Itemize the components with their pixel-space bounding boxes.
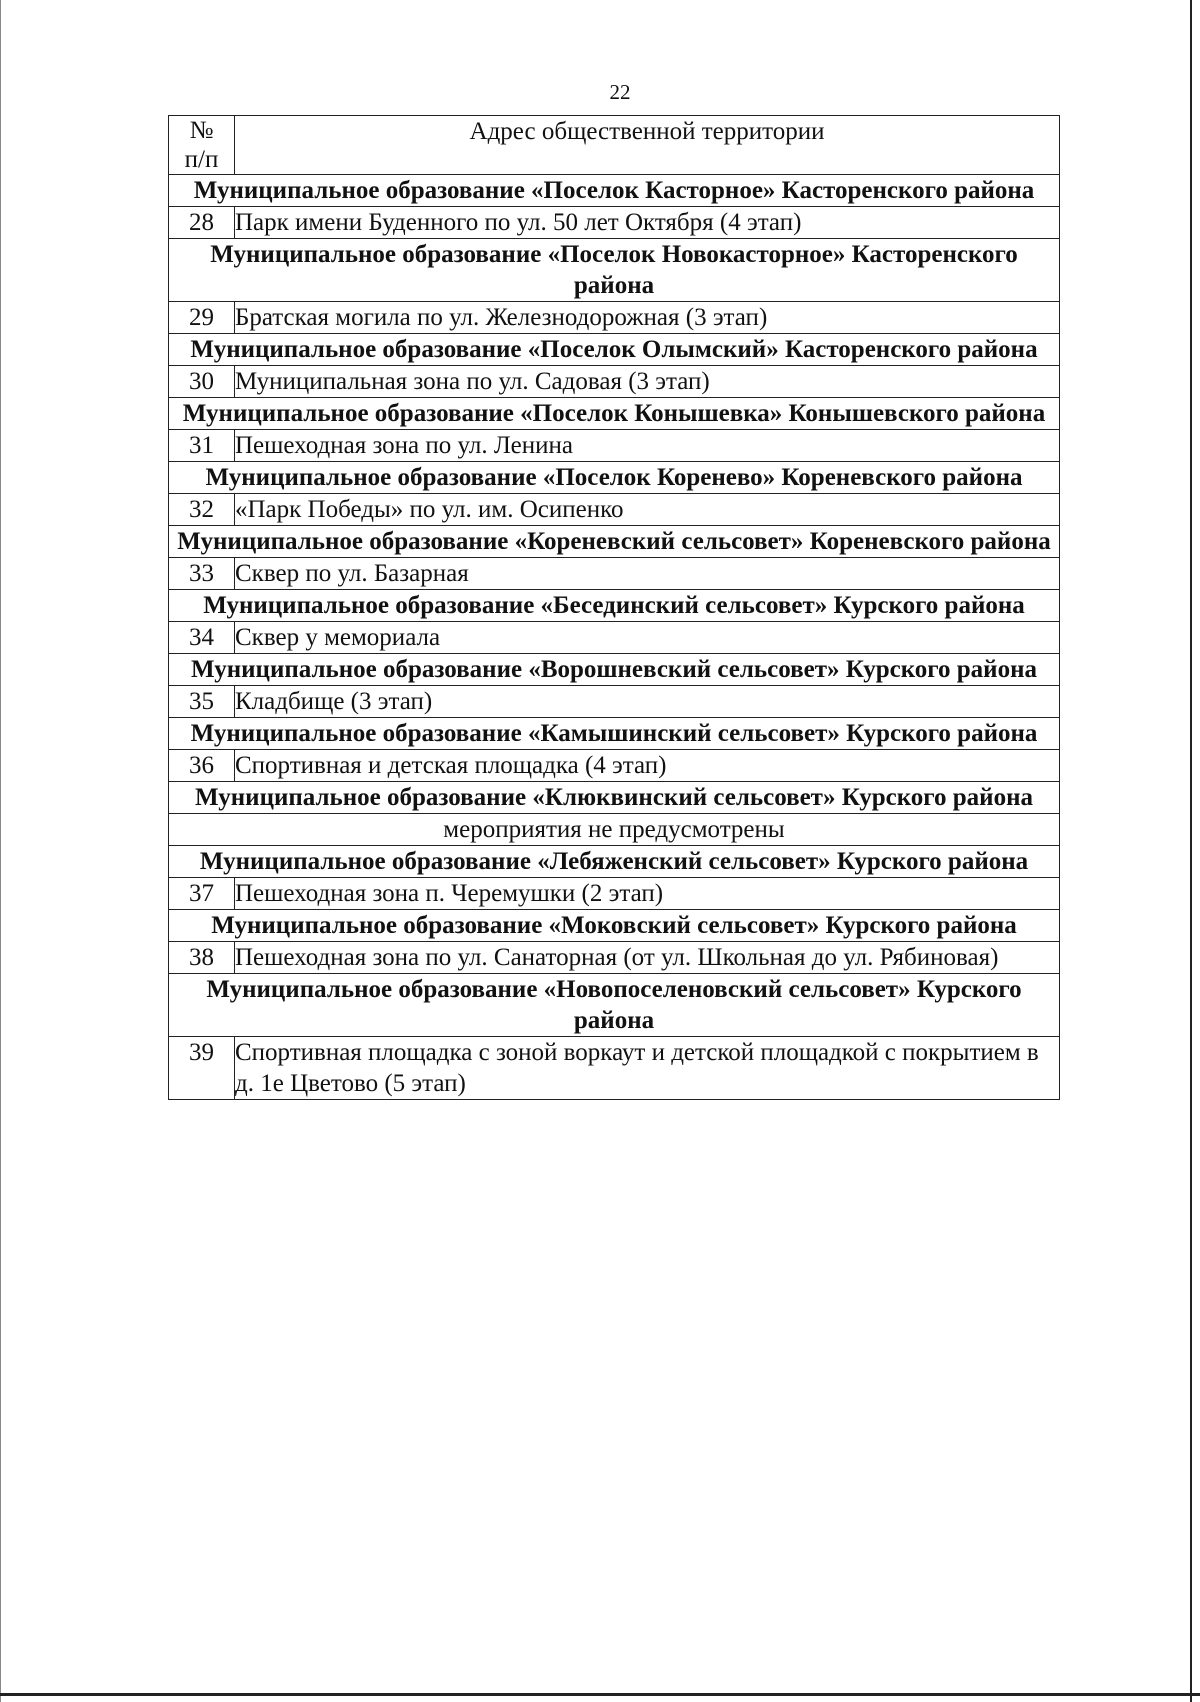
table-row	[169, 878, 1060, 910]
header-number-label: п/п	[184, 146, 219, 173]
row-number: 30	[169, 366, 235, 398]
table-row	[169, 1037, 1060, 1100]
page-number: 22	[609, 80, 631, 104]
municipality-heading: Муниципальное образование «Поселок Олымский» Касторенского района	[169, 334, 1060, 366]
municipality-row	[169, 239, 1060, 302]
table-row	[169, 494, 1060, 526]
table-body	[169, 175, 1060, 1100]
table-row	[169, 366, 1060, 398]
row-number: 28	[169, 207, 235, 239]
municipality-heading: Муниципальное образование «Моковский сельсовет» Курского района	[169, 910, 1060, 942]
row-address: Сквер у мемориала	[235, 622, 1060, 654]
row-number: 39	[169, 1037, 235, 1100]
row-number: 35	[169, 686, 235, 718]
municipality-heading: Муниципальное образование «Лебяженский сельсовет» Курского района	[169, 846, 1060, 878]
scan-edge-bottom	[0, 1693, 1200, 1696]
municipality-heading: Муниципальное образование «Бесединский сельсовет» Курского района	[169, 590, 1060, 622]
municipality-heading: Муниципальное образование «Кореневский сельсовет» Кореневского района	[169, 526, 1060, 558]
table-row	[169, 302, 1060, 334]
municipality-row	[169, 462, 1060, 494]
table-row	[169, 750, 1060, 782]
municipality-row	[169, 910, 1060, 942]
note-row	[169, 814, 1060, 846]
table-row	[169, 558, 1060, 590]
header-number-cell	[169, 116, 235, 175]
table-row	[169, 686, 1060, 718]
municipality-heading: Муниципальное образование «Поселок Новокасторное» Касторенского района	[169, 239, 1060, 302]
row-address: «Парк Победы» по ул. им. Осипенко	[235, 494, 1060, 526]
row-address: Сквер по ул. Базарная	[235, 558, 1060, 590]
territory-table	[168, 115, 1060, 1100]
municipality-row	[169, 718, 1060, 750]
row-address: Братская могила по ул. Железнодорожная (3 этап)	[235, 302, 1060, 334]
scan-edge-left	[0, 0, 1, 1702]
municipality-row	[169, 526, 1060, 558]
municipality-heading: Муниципальное образование «Камышинский сельсовет» Курского района	[169, 718, 1060, 750]
municipality-row	[169, 398, 1060, 430]
municipality-row	[169, 846, 1060, 878]
municipality-heading: Муниципальное образование «Поселок Конышевка» Конышевского района	[169, 398, 1060, 430]
row-address: Пешеходная зона по ул. Ленина	[235, 430, 1060, 462]
row-address: Муниципальная зона по ул. Садовая (3 этап)	[235, 366, 1060, 398]
row-number: 36	[169, 750, 235, 782]
municipality-row	[169, 590, 1060, 622]
municipality-row	[169, 654, 1060, 686]
municipality-heading: Муниципальное образование «Новопоселеновский сельсовет» Курского района	[169, 974, 1060, 1037]
row-address: Парк имени Буденного по ул. 50 лет Октября (4 этап)	[235, 207, 1060, 239]
row-number: 34	[169, 622, 235, 654]
row-address: Пешеходная зона по ул. Санаторная (от ул. Школьная до ул. Рябиновая)	[235, 942, 1060, 974]
table-row	[169, 207, 1060, 239]
municipality-heading: Муниципальное образование «Ворошневский сельсовет» Курского района	[169, 654, 1060, 686]
row-address: Пешеходная зона п. Черемушки (2 этап)	[235, 878, 1060, 910]
row-number: 37	[169, 878, 235, 910]
municipality-row	[169, 974, 1060, 1037]
table-row	[169, 942, 1060, 974]
no-activities-note: мероприятия не предусмотрены	[169, 814, 1060, 846]
table-header-row	[169, 116, 1060, 175]
table-row	[169, 622, 1060, 654]
municipality-row	[169, 782, 1060, 814]
scan-edge-right	[1190, 0, 1192, 1702]
municipality-row	[169, 334, 1060, 366]
header-number-symbol: №	[189, 117, 214, 144]
header-address-cell: Адрес общественной территории	[235, 116, 1060, 175]
municipality-heading: Муниципальное образование «Клюквинский сельсовет» Курского района	[169, 782, 1060, 814]
municipality-heading: Муниципальное образование «Поселок Коренево» Кореневского района	[169, 462, 1060, 494]
row-number: 32	[169, 494, 235, 526]
row-number: 31	[169, 430, 235, 462]
row-address: Кладбище (3 этап)	[235, 686, 1060, 718]
row-number: 29	[169, 302, 235, 334]
municipality-heading: Муниципальное образование «Поселок Касторное» Касторенского района	[169, 175, 1060, 207]
municipality-row	[169, 175, 1060, 207]
row-number: 38	[169, 942, 235, 974]
row-number: 33	[169, 558, 235, 590]
row-address: Спортивная площадка с зоной воркаут и детской площадкой с покрытием в д. 1е Цветово (5 этап)	[235, 1037, 1060, 1100]
table-row	[169, 430, 1060, 462]
row-address: Спортивная и детская площадка (4 этап)	[235, 750, 1060, 782]
